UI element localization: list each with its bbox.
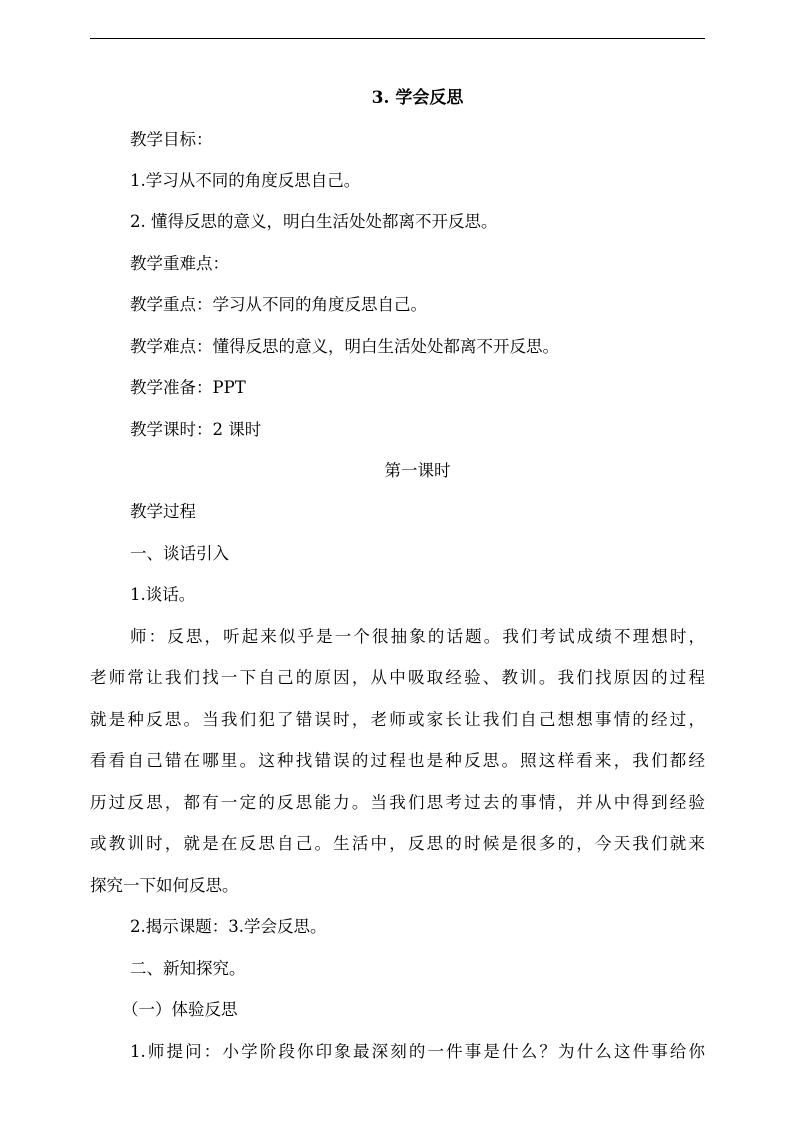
objective-1: 1.学习从不同的角度反思自己。 xyxy=(130,171,361,190)
teaching-preparation: 教学准备：PPT xyxy=(130,378,246,397)
reveal-topic: 2.揭示课题：3.学会反思。 xyxy=(130,917,327,936)
subsection-heading: （一）体验反思 xyxy=(122,1000,238,1019)
paragraph-line: 历过反思，都有一定的反思能力。当我们思考过去的事情，并从中得到经验 xyxy=(90,793,705,812)
difficult-point: 教学难点：懂得反思的意义，明白生活处处都离不开反思。 xyxy=(130,337,559,356)
section-one-heading: 一、谈话引入 xyxy=(130,544,229,563)
paragraph-line: 探究一下如何反思。 xyxy=(90,876,239,895)
teacher-question: 1.师提问：小学阶段你印象最深刻的一件事是什么？为什么这件事给你 xyxy=(130,1042,705,1061)
process-heading: 教学过程 xyxy=(130,502,196,521)
paragraph-line: 或教训时，就是在反思自己。生活中，反思的时候是很多的，今天我们就来 xyxy=(90,834,705,853)
key-points-heading: 教学重难点： xyxy=(130,254,229,273)
teaching-periods: 教学课时：2 课时 xyxy=(130,420,262,439)
paragraph-line: 师：反思，听起来似乎是一个很抽象的话题。我们考试成绩不理想时， xyxy=(130,627,705,646)
paragraph-line: 看看自己错在哪里。这种找错误的过程也是种反思。照这样看来，我们都经 xyxy=(90,751,705,770)
document-title: 3. 学会反思 xyxy=(371,88,464,108)
header-rule xyxy=(90,38,705,39)
objective-2: 2. 懂得反思的意义，明白生活处处都离不开反思。 xyxy=(130,212,498,231)
objectives-heading: 教学目标： xyxy=(130,130,213,149)
section-two-heading: 二、新知探究。 xyxy=(130,959,246,978)
paragraph-line: 老师常让我们找一下自己的原因，从中吸取经验、教训。我们找原因的过程 xyxy=(90,668,705,687)
step-talk: 1.谈话。 xyxy=(130,585,196,604)
lesson-one-heading: 第一课时 xyxy=(384,461,451,480)
paragraph-line: 就是种反思。当我们犯了错误时，老师或家长让我们自己想想事情的经过， xyxy=(90,710,705,729)
key-point: 教学重点：学习从不同的角度反思自己。 xyxy=(130,295,427,314)
